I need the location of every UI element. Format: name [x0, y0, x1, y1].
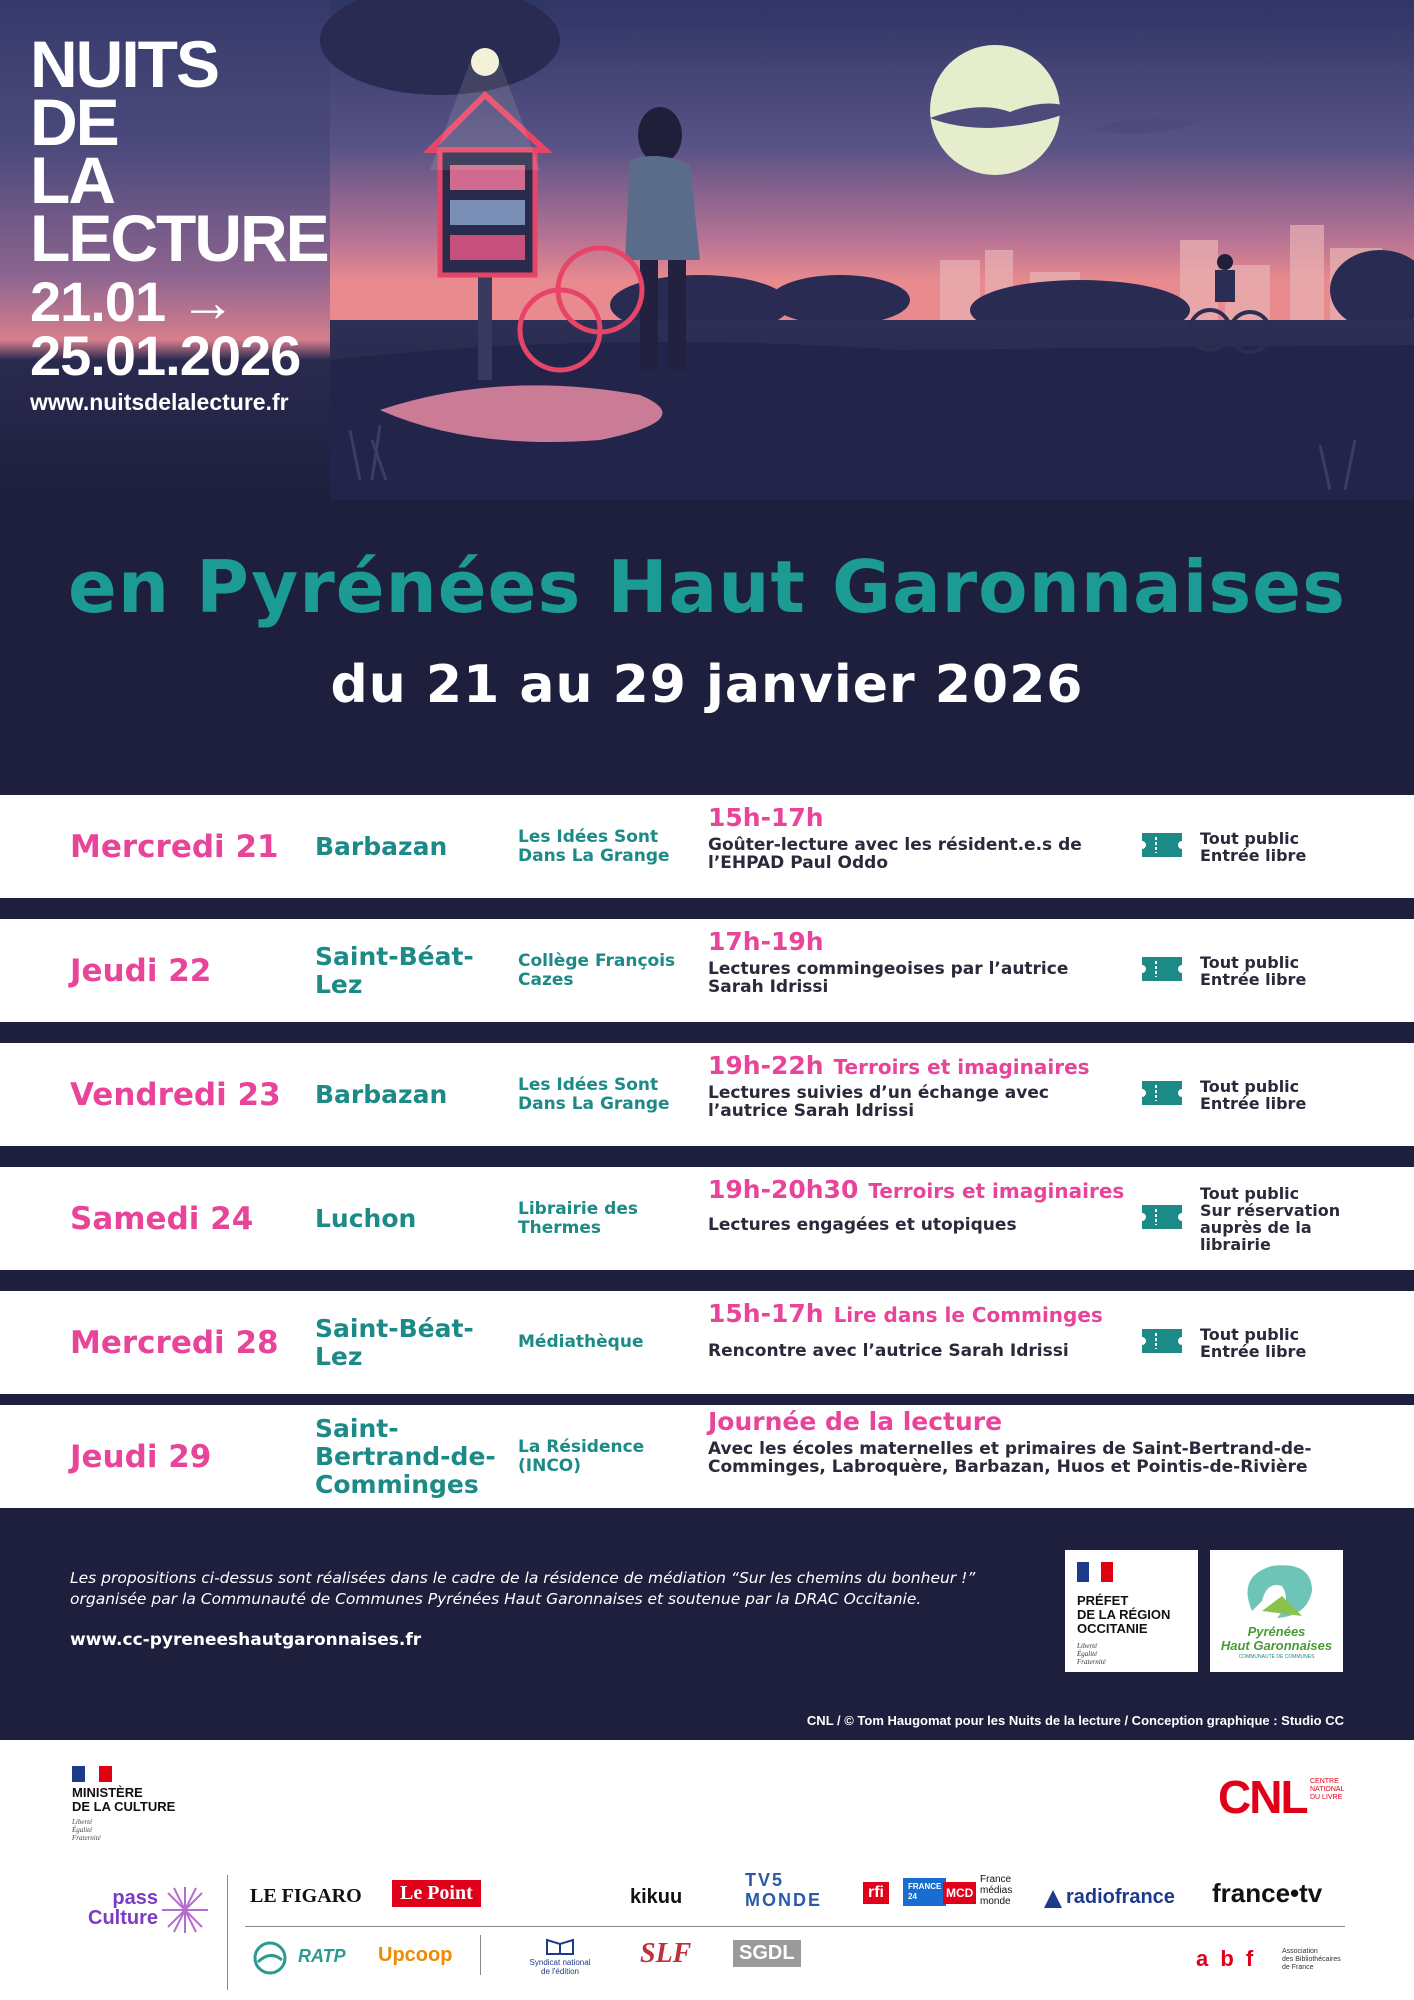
hero-illustration — [0, 0, 1414, 500]
ticket-icon — [1142, 957, 1182, 981]
tv5-logo: TV5 MONDE — [745, 1870, 822, 1910]
slf-logo: SLF — [640, 1938, 692, 1969]
region-title: en Pyrénées Haut Garonnaises — [68, 545, 1346, 629]
event-venue: Librairie des Thermes — [518, 1198, 638, 1238]
pass-culture-icon — [160, 1885, 210, 1935]
event-brand — [30, 27, 328, 416]
kikuu-logo: kikuu — [630, 1886, 683, 1908]
event-description: Lectures commingeoises par l’autrice Sarah Idrissi — [708, 959, 1069, 997]
event-time: 19h-20h30 — [708, 1175, 859, 1204]
france24-logo: FRANCE 24 — [903, 1878, 946, 1906]
divider — [245, 1926, 1345, 1927]
francetv-logo: france•tv — [1212, 1878, 1323, 1908]
phg-subtitle: COMMUNAUTÉ DE COMMUNES — [1238, 1654, 1315, 1660]
prefet-logo — [1065, 1550, 1198, 1672]
abf-logo: Association des Bibliothécaires de France — [1282, 1948, 1341, 1971]
period-subtitle: du 21 au 29 janvier 2026 — [330, 655, 1084, 715]
prefet-name: PRÉFET DE LA RÉGION OCCITANIE — [1077, 1593, 1171, 1636]
ticket-icon — [1142, 1081, 1182, 1105]
phg-logo — [1210, 1550, 1343, 1672]
ticket-icon — [1142, 833, 1182, 857]
event-theme: Lire dans le Comminges — [833, 1303, 1103, 1327]
event-time: 17h-19h — [708, 927, 824, 956]
event-access — [1200, 1405, 1370, 1508]
event-venue: Médiathèque — [518, 1332, 644, 1352]
event-description: Lectures engagées et utopiques — [708, 1215, 1017, 1235]
cnl-logo: CNL — [1218, 1771, 1307, 1823]
event-time: Journée de la lecture — [708, 1407, 1003, 1436]
event-venue: La Résidence (INCO) — [518, 1436, 645, 1476]
credits: CNL / © Tom Haugomat pour les Nuits de la lecture / Conception graphique : Studio CC — [806, 1713, 1344, 1728]
book-icon — [545, 1936, 575, 1956]
event-access: Tout public Sur réservation auprès de la librairie — [1200, 1183, 1341, 1254]
abf-mark: a b f — [1196, 1946, 1257, 1971]
event-day: Jeudi 22 — [70, 952, 212, 989]
ticket-icon — [1142, 1329, 1182, 1353]
event-theme: Terroirs et imaginaires — [868, 1179, 1125, 1203]
schedule-row — [0, 919, 1414, 1022]
event-city: Barbazan — [315, 831, 448, 861]
mcd-logo: MCD — [943, 1882, 976, 1904]
schedule-row — [0, 1291, 1414, 1394]
event-day: Jeudi 29 — [70, 1438, 212, 1475]
schedule-row — [0, 1167, 1414, 1270]
event-city: Barbazan — [315, 1079, 448, 1109]
footer-url[interactable]: www.cc-pyreneeshautgaronnaises.fr — [70, 1630, 422, 1650]
fmm-logo: France médias monde — [980, 1874, 1013, 1907]
radiofrance-icon — [1042, 1888, 1064, 1910]
event-city: Luchon — [315, 1203, 417, 1233]
marianne-flag-icon — [1077, 1562, 1113, 1582]
event-day: Mercredi 28 — [70, 1324, 279, 1361]
event-description: Avec les écoles maternelles et primaires de Saint-Bertrand-de-Comminges, Labroquère, Barbazan, Huos et Pointis-de-Rivière — [708, 1439, 1312, 1477]
event-city: Saint-Bertrand-de-Comminges — [315, 1413, 496, 1499]
event-time: 15h-17h — [708, 803, 824, 832]
cnl-subtitle: CENTRE NATIONAL DU LIVRE — [1310, 1778, 1345, 1801]
event-title: NUITS DE LA LECTURE — [30, 27, 328, 275]
ticket-icon — [1142, 1205, 1182, 1229]
divider — [480, 1935, 481, 1975]
schedule-row — [0, 795, 1414, 898]
upcoop-logo: Upcoop — [378, 1944, 453, 1966]
event-venue: Collège François Cazes — [518, 950, 676, 990]
event-city: Saint-Béat-Lez — [315, 941, 474, 999]
event-venue: Les Idées Sont Dans La Grange — [518, 826, 670, 866]
ministere-name: MINISTÈRE DE LA CULTURE — [72, 1785, 176, 1814]
event-url[interactable]: www.nuitsdelalecture.fr — [30, 389, 289, 415]
partners-strip — [0, 1740, 1414, 2000]
radiofrance-logo: radiofrance — [1066, 1886, 1175, 1908]
event-access: Tout public Entrée libre — [1200, 1324, 1307, 1361]
event-theme: Terroirs et imaginaires — [833, 1055, 1090, 1079]
event-description: Rencontre avec l’autrice Sarah Idrissi — [708, 1341, 1069, 1361]
prefet-motto: Liberté Égalité Fraternité — [1077, 1642, 1106, 1666]
sne-logo: Syndicat national de l'édition — [529, 1958, 591, 1976]
figaro-logo: LE FIGARO — [250, 1885, 362, 1907]
event-dates: 21.01 → 25.01.2026 — [30, 270, 301, 387]
schedule-row — [0, 1405, 1414, 1508]
phg-mark-icon — [1232, 1556, 1322, 1626]
sgdl-logo: SGDL — [733, 1940, 801, 1967]
lepoint-logo: Le Point — [392, 1880, 481, 1907]
ministere-motto: Liberté Égalité Fraternité — [72, 1818, 101, 1842]
pass-culture-logo: pass Culture — [88, 1887, 158, 1929]
ratp-logo: RATP — [298, 1946, 346, 1966]
event-city: Saint-Béat-Lez — [315, 1313, 474, 1371]
event-day: Mercredi 21 — [70, 828, 279, 865]
ratp-icon — [252, 1940, 288, 1976]
event-description: Lectures suivies d’un échange avec l’autrice Sarah Idrissi — [708, 1083, 1049, 1121]
ministere-flag-icon — [72, 1766, 112, 1782]
event-day: Vendredi 23 — [70, 1076, 281, 1113]
event-day: Samedi 24 — [70, 1200, 254, 1237]
phg-name: Pyrénées Haut Garonnaises — [1220, 1624, 1333, 1653]
footer-notes: Les propositions ci-dessus sont réalisées dans le cadre de la résidence de médiation “Sur les chemins du bonheur !” organisée par la Communauté de Communes Pyrénées Haut Garonnaises et soutenue par la DRAC Occitanie. — [70, 1569, 976, 1608]
event-access: Tout public Entrée libre — [1200, 952, 1307, 989]
event-description: Goûter-lecture avec les résident.e.s de l’EHPAD Paul Oddo — [708, 835, 1082, 873]
event-time: 15h-17h — [708, 1299, 824, 1328]
event-access: Tout public Entrée libre — [1200, 1076, 1307, 1113]
event-venue: Les Idées Sont Dans La Grange — [518, 1074, 670, 1114]
event-time: 19h-22h — [708, 1051, 824, 1080]
schedule-row — [0, 1043, 1414, 1146]
rfi-logo: rfi — [863, 1882, 889, 1904]
event-access: Tout public Entrée libre — [1200, 828, 1307, 865]
divider — [227, 1875, 228, 1990]
